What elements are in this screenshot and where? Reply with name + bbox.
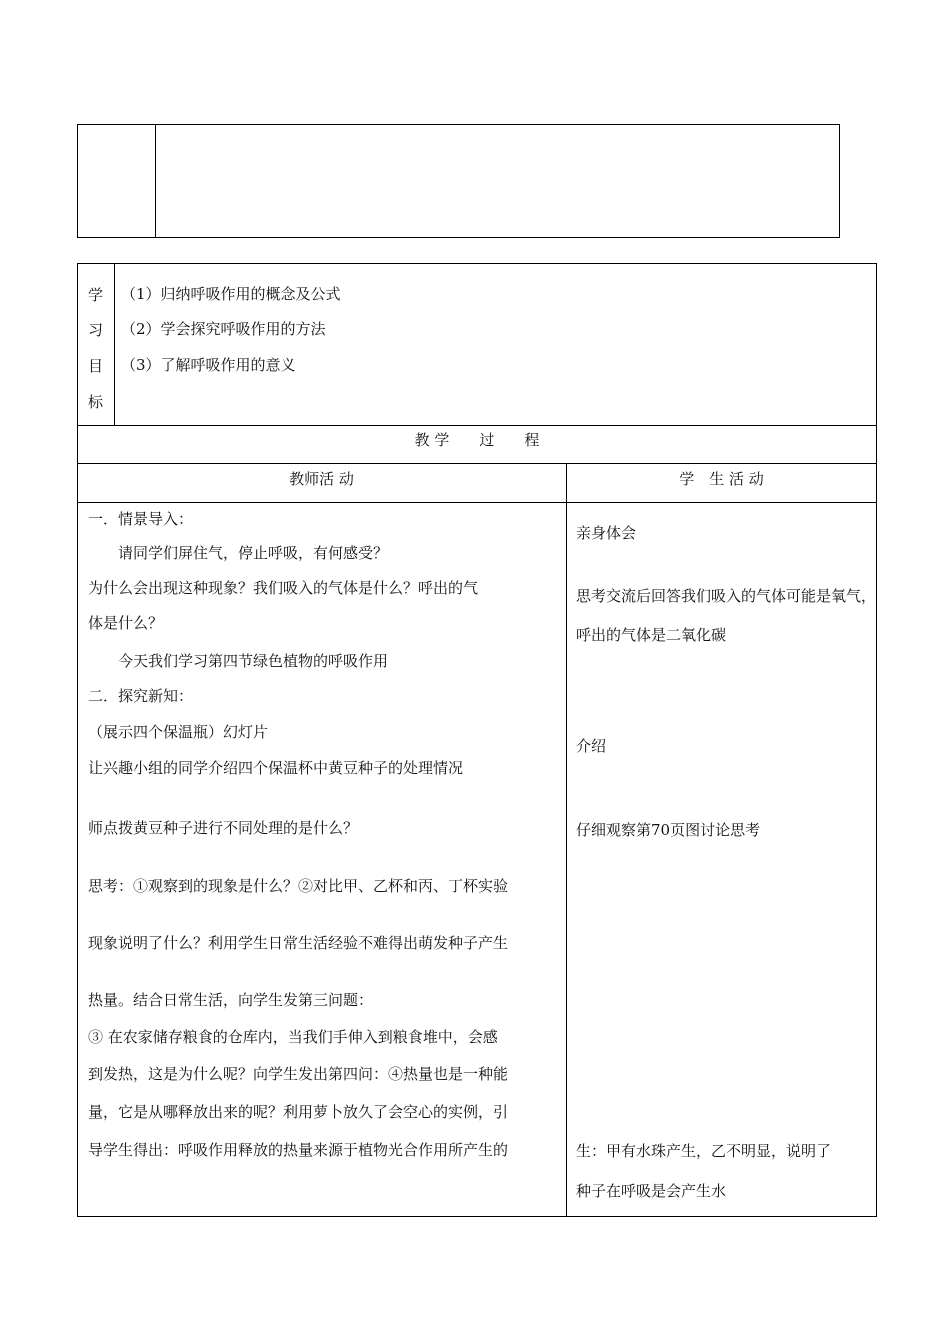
objective-item: （3）了解呼吸作用的意义	[121, 356, 296, 374]
objectives-divider	[114, 263, 115, 426]
teacher-line: 师点拨黄豆种子进行不同处理的是什么？	[88, 819, 359, 837]
objectives-label-char: 学	[88, 286, 104, 304]
student-activity-header: 学 生 活 动	[679, 470, 764, 488]
teacher-line: 体是什么？	[88, 614, 164, 632]
teacher-line: 让兴趣小组的同学介绍四个保温杯中黄豆种子的处理情况	[88, 759, 464, 777]
teacher-activity-header: 教师活 动	[289, 470, 354, 488]
student-line: 介绍	[576, 737, 607, 755]
student-line: 呼出的气体是二氧化碳	[576, 626, 727, 644]
teacher-line: （展示四个保温瓶）幻灯片	[88, 723, 269, 741]
column-divider	[566, 463, 567, 1217]
teacher-line: 到发热，这是为什么呢？向学生发出第四问：④热量也是一种能	[88, 1065, 509, 1083]
top-table-divider	[155, 124, 156, 238]
student-line: 思考交流后回答我们吸入的气体可能是氧气，	[576, 587, 877, 605]
teacher-line: 量，它是从哪释放出来的呢？利用萝卜放久了会空心的实例，引	[88, 1103, 509, 1121]
teacher-line: 热量。结合日常生活，向学生发第三问题：	[88, 991, 374, 1009]
objective-item: （1）归纳呼吸作用的概念及公式	[121, 285, 341, 303]
teacher-line: 请同学们屏住气，停止呼吸，有何感受？	[88, 544, 389, 562]
objectives-label-char: 习	[88, 321, 104, 339]
rule-objectives-bottom	[77, 425, 877, 426]
teacher-line: 导学生得出：呼吸作用释放的热量来源于植物光合作用所产生的	[88, 1141, 509, 1159]
objectives-label-char: 目	[88, 357, 104, 375]
teacher-line: 二．探究新知：	[88, 687, 194, 705]
teacher-line: 一．情景导入：	[88, 510, 194, 528]
student-line: 仔细观察第70页图讨论思考	[576, 821, 761, 839]
student-line: 亲身体会	[576, 524, 637, 542]
teacher-line: 现象说明了什么？利用学生日常生活经验不难得出萌发种子产生	[88, 934, 509, 952]
teacher-line: ③ 在农家储存粮食的仓库内，当我们手伸入到粮食堆中，会感	[88, 1028, 498, 1046]
teacher-line: 思考：①观察到的现象是什么？②对比甲、乙杯和丙、丁杯实验	[88, 877, 509, 895]
rule-columns-bottom	[77, 502, 877, 503]
student-line: 种子在呼吸是会产生水	[576, 1182, 727, 1200]
student-line: 生：甲有水珠产生，乙不明显，说明了	[576, 1142, 832, 1160]
teacher-line: 为什么会出现这种现象？我们吸入的气体是什么？呼出的气	[88, 579, 479, 597]
top-table	[77, 124, 840, 238]
rule-process-header-bottom	[77, 463, 877, 464]
process-header: 教 学 过 程	[414, 431, 540, 449]
objectives-label-char: 标	[88, 393, 104, 411]
objective-item: （2）学会探究呼吸作用的方法	[121, 320, 326, 338]
teacher-line: 今天我们学习第四节绿色植物的呼吸作用	[88, 652, 389, 670]
